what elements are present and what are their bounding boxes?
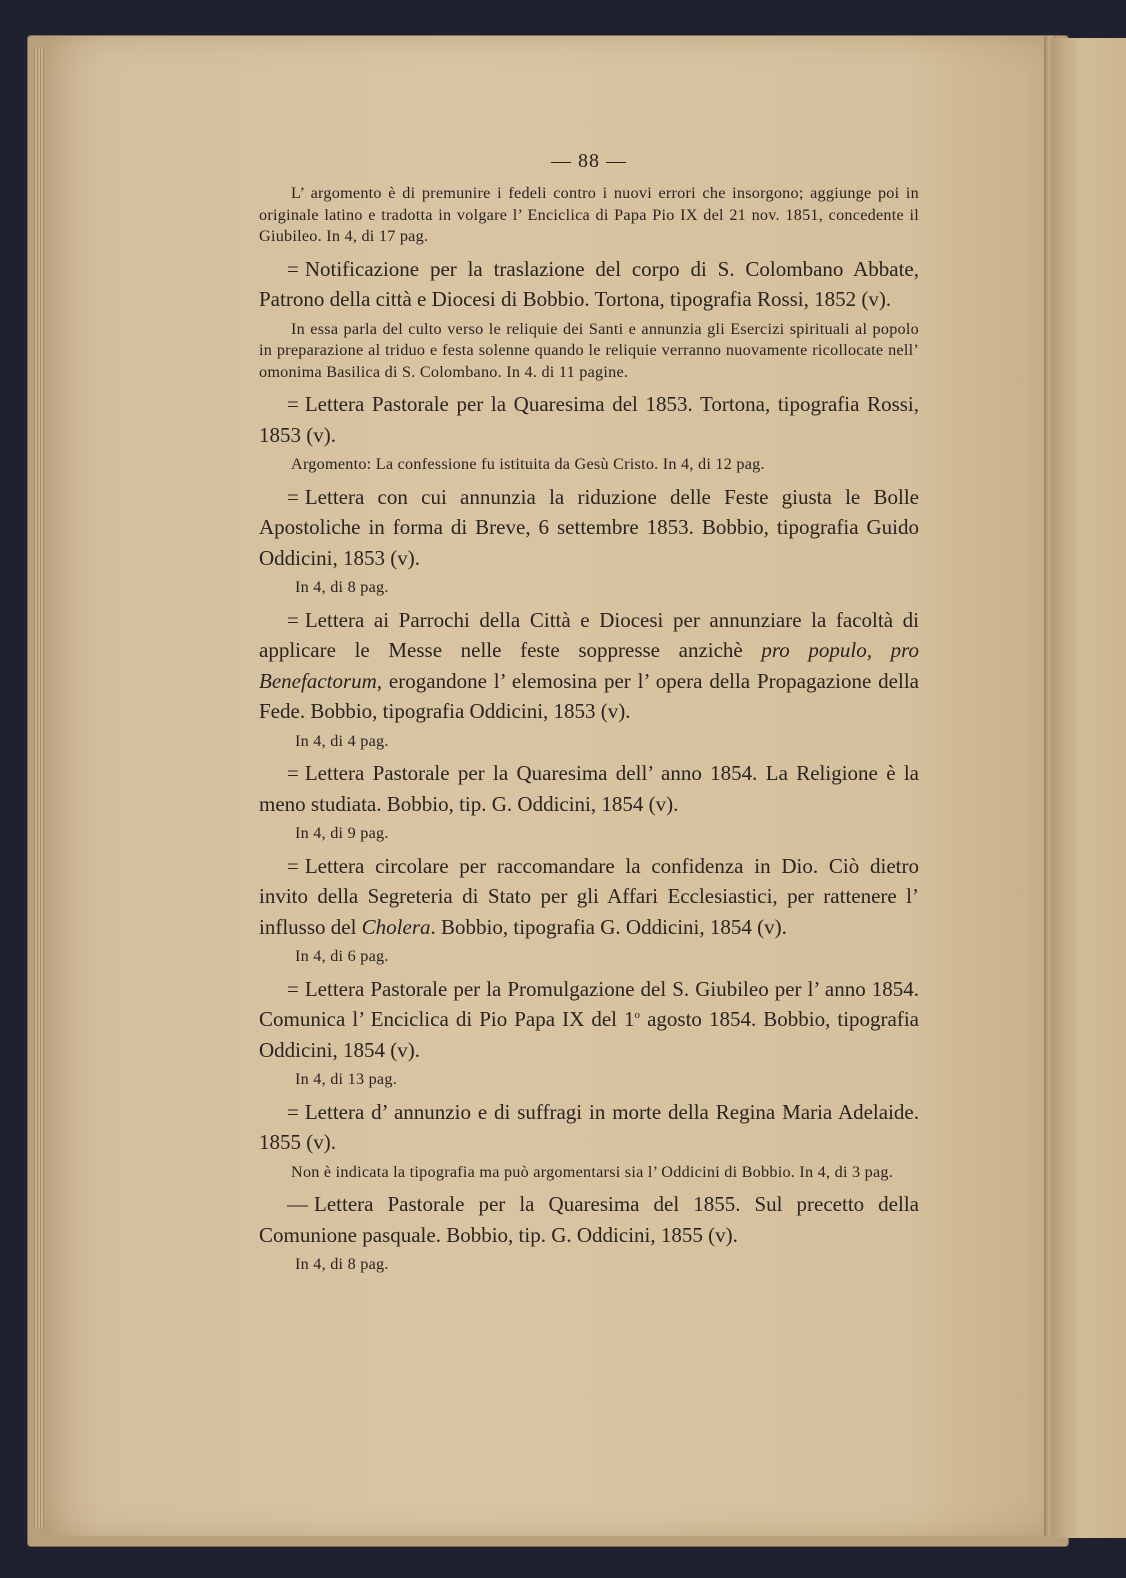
note-paragraph: Argomento: La confessione fu istituita da Gesù Cristo. In 4, di 12 pag.	[291, 455, 765, 473]
bibliography-entry	[259, 482, 919, 574]
page-count-note: In 4, di 4 pag.	[295, 731, 389, 750]
entry-text: agosto 1854. Bobbio, tipografia Oddicini, 1854 (v).	[259, 1007, 919, 1062]
entry-dash: =	[287, 853, 299, 878]
entry-italic-text: Cholera	[361, 914, 431, 939]
entry-text: Lettera Pastorale per la Promulgazione del S. Giubileo per l’ anno 1854. Comunica l’ Enciclica di Pio Papa IX del 1	[259, 976, 919, 1031]
bibliography-entry	[259, 1189, 919, 1250]
bibliography-entry	[259, 1097, 919, 1158]
entry-text: Lettera ai Parrochi della Città e Diocesi per annunziare la facoltà di applicare le Messe nelle feste soppresse anzichè	[259, 607, 919, 662]
page-count-note: In 4, di 13 pag.	[295, 1070, 398, 1088]
entry-italic-text: pro populo, pro Benefactorum	[259, 638, 919, 693]
bibliography-entry	[259, 974, 919, 1066]
page-count-note: In 4, di 8 pag.	[295, 578, 389, 596]
page-number: — 88 —	[551, 150, 627, 172]
entry-dash: =	[287, 761, 299, 785]
bibliography-entry	[259, 254, 919, 315]
entry-dash: =	[287, 1099, 299, 1124]
entry-text: Lettera Pastorale per la Quaresima dell’ anno 1854. La Religione è la meno studiata. Bobbio, tip. G. Oddicini, 1854 (v).	[259, 761, 919, 816]
facing-page-edge	[1050, 38, 1126, 1538]
entry-text: Lettera Pastorale per la Quaresima del 1853. Tortona, tipografia Rossi, 1853 (v).	[259, 392, 919, 447]
bibliography-entry	[259, 389, 919, 450]
bibliography-entry	[259, 851, 919, 943]
entry-dash: =	[287, 392, 299, 416]
entry-dash: —	[287, 1192, 308, 1216]
note-paragraph: In essa parla del culto verso le reliquie dei Santi e annunzia gli Esercizi spirituali al popolo in preparazione al triduo e festa solenne quando le reliquie verranno nuovamente ricollocate nell’ omonima Basilica di S. Colombano. In 4. di 11 pagine.	[259, 319, 919, 381]
entry-dash: =	[287, 607, 299, 632]
page-count-note: In 4, di 9 pag.	[295, 824, 389, 842]
entry-text: , erogandone l’ elemosina per l’ opera della Propagazione della Fede. Bobbio, tipografia Oddicini, 1853 (v).	[259, 668, 919, 723]
entry-text: Lettera d’ annunzio e di suffragi in morte della Regina Maria Adelaide. 1855 (v).	[259, 1099, 919, 1154]
entry-text: Lettera Pastorale per la Quaresima del 1855. Sul precetto della Comunione pasquale. Bobbio, tip. G. Oddicini, 1855 (v).	[259, 1192, 919, 1247]
entry-text: Lettera circolare per raccomandare la confidenza in Dio. Ciò dietro invito della Segreteria di Stato per gli Affari Ecclesiastici, per rattenere l’ influsso del	[259, 853, 919, 939]
entry-text: Lettera con cui annunzia la riduzione delle Feste giusta le Bolle Apostoliche in forma di Breve, 6 settembre 1853. Bobbio, tipografia Guido Oddicini, 1853 (v).	[259, 484, 919, 570]
entry-text: . Bobbio, tipografia G. Oddicini, 1854 (v).	[430, 914, 787, 939]
entry-text: Notificazione per la traslazione del corpo di S. Colombano Abbate, Patrono della città e Diocesi di Bobbio. Tortona, tipografia Rossi, 1852 (v).	[259, 256, 919, 311]
page-count-note: In 4, di 8 pag.	[295, 1255, 389, 1273]
page-count-note: In 4, di 6 pag.	[295, 947, 389, 965]
page-edge-lines	[34, 48, 44, 1528]
note-paragraph: L’ argomento è di premunire i fedeli contro i nuovi errori che insorgono; aggiunge poi in originale latino e tradotta in volgare l’ Enciclica di Papa Pio IX del 21 nov. 1851, concedente il Giubileo. In 4, di 17 pag.	[259, 184, 919, 245]
entry-dash: =	[287, 256, 299, 281]
bibliography-entry	[259, 605, 919, 727]
note-paragraph: Non è indicata la tipografia ma può argomentarsi sia l’ Oddicini di Bobbio. In 4, di 3 pag.	[291, 1162, 894, 1181]
bibliography-entry	[259, 758, 919, 819]
entry-dash: =	[287, 976, 299, 1001]
page-text	[259, 150, 919, 1282]
ordinal-superscript: o	[634, 1009, 641, 1021]
entry-dash: =	[287, 484, 299, 509]
